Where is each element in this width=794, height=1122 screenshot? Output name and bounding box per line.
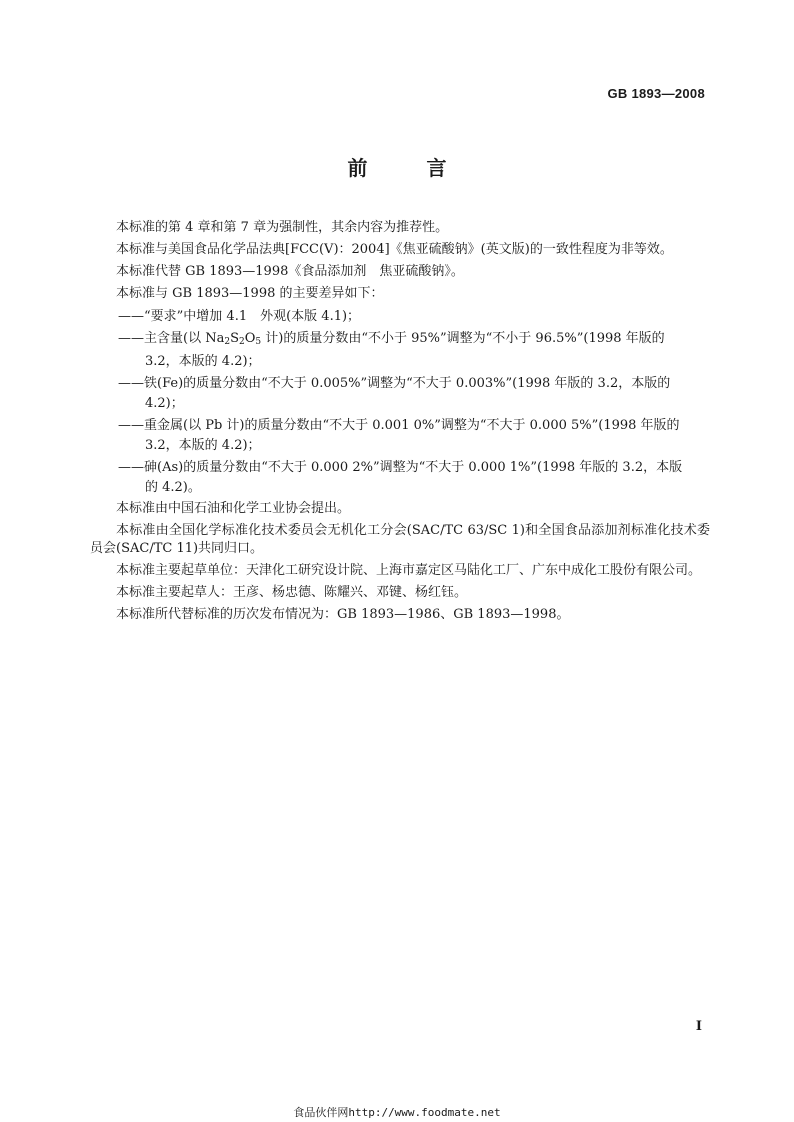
- list-item-5-line-1: ——砷(As)的质量分数由“不大于 0.000 2%”调整为“不大于 0.000 1%”(1998 年版的 3.2，本版: [118, 460, 683, 475]
- page-number: I: [695, 1019, 702, 1034]
- list-item-4-line-1: ——重金属(以 Pb 计)的质量分数由“不大于 0.001 0%”调整为“不大于 0.000 5%”(1998 年版的: [118, 418, 680, 433]
- list-item-3-line-2: 4.2)；: [145, 396, 184, 411]
- list-item-4: [118, 416, 710, 456]
- formula-sub-1: 2: [224, 337, 231, 347]
- formula-sub-3: 5: [255, 337, 262, 347]
- footer-watermark: 食品伙伴网http://www.foodmate.net: [293, 1106, 501, 1119]
- paragraph-2: 本标准与美国食品化学品法典[FCC(V)：2004]《焦亚硫酸钠》(英文版)的一致性程度为非等效。: [116, 242, 673, 257]
- list-item-2-line-2: 3.2，本版的 4.2)；: [145, 354, 261, 369]
- paragraph-9: 本标准所代替标准的历次发布情况为：GB 1893—1986、GB 1893—1998。: [116, 607, 570, 622]
- paragraph-7: 本标准主要起草单位：天津化工研究设计院、上海市嘉定区马陆化工厂、广东中成化工股份有限公司。: [116, 563, 702, 578]
- list-item-2-prefix: ——主含量(以 Na: [118, 331, 225, 346]
- paragraph-8: 本标准主要起草人：王彦、杨忠德、陈耀兴、邓键、杨红钰。: [116, 585, 468, 600]
- list-item-3-line-1: ——铁(Fe)的质量分数由“不大于 0.005%”调整为“不大于 0.003%”(1998 年版的 3.2，本版的: [118, 376, 671, 391]
- formula-sub-2: 2: [238, 337, 245, 347]
- list-item-2: [118, 329, 710, 372]
- document-body: [90, 219, 710, 628]
- paragraph-6: 本标准由全国化学标准化技术委员会无机化工分会(SAC/TC 63/SC 1)和全国食品添加剂标准化技术委员会(SAC/TC 11)共同归口。: [90, 523, 710, 556]
- paragraph-5: 本标准由中国石油和化学工业协会提出。: [116, 501, 351, 516]
- standard-code: GB 1893—2008: [607, 86, 705, 101]
- list-item-1-text: ——“要求”中增加 4.1 外观(本版 4.1)；: [118, 309, 361, 324]
- paragraph-1: 本标准的第 4 章和第 7 章为强制性，其余内容为推荐性。: [116, 220, 449, 235]
- list-item-1: [118, 307, 710, 327]
- list-item-5-line-2: 的 4.2)。: [145, 480, 201, 495]
- formula-mid-1: S: [230, 331, 239, 346]
- formula-mid-2: O: [244, 331, 256, 346]
- list-item-4-line-2: 3.2，本版的 4.2)；: [145, 438, 261, 453]
- list-item-2-line-1: 计)的质量分数由“不小于 95%”调整为“不小于 96.5%”(1998 年版的: [261, 331, 665, 346]
- list-item-5: [118, 458, 710, 498]
- page-title: 前 言: [347, 156, 473, 180]
- list-item-3: [118, 374, 710, 414]
- paragraph-4: 本标准与 GB 1893—1998 的主要差异如下：: [116, 286, 384, 301]
- paragraph-3: 本标准代替 GB 1893—1998《食品添加剂 焦亚硫酸钠》。: [116, 264, 464, 279]
